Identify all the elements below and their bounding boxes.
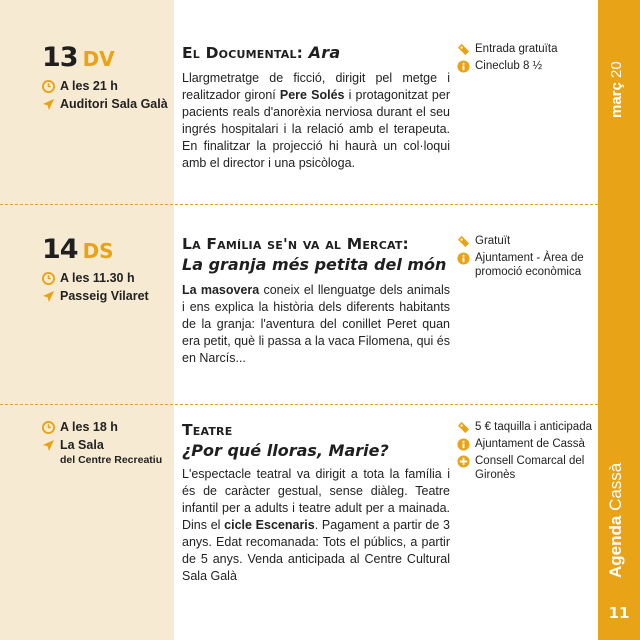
price-text: 5 € taquilla i anticipada [475, 421, 592, 433]
section-divider [0, 204, 598, 205]
event-place: Auditori Sala Galà [60, 97, 168, 111]
desc-text: i protagonitzat per pacients reals d'anorèxia nerviosa durant el seu ingrés hospitalari i la relació amb el terapeuta. En finalitzar la projecció hi haurà un col·loqui amb el director i una psicòloga. [182, 88, 450, 170]
event-title-italic: Ara [308, 43, 341, 62]
event-details [457, 420, 597, 485]
ticket-icon [457, 421, 470, 434]
event-description [182, 70, 450, 172]
event-subtitle: ¿Por qué lloras, Marie? [182, 441, 389, 460]
event-title-prefix: El Documental: [182, 44, 304, 62]
price-text: Entrada gratuïta [475, 43, 558, 55]
event-weekday: DV [82, 47, 115, 71]
sidebar-month: març [608, 82, 625, 118]
section-divider [0, 404, 598, 405]
desc-text: Llargmetratge de ficció, dirigit pel metge i realitzador gironí [182, 71, 450, 102]
sponsor-text: Consell Comarcal del Gironès [475, 455, 585, 481]
event-time-row [42, 420, 172, 435]
event-body [182, 234, 450, 367]
info-row [457, 59, 597, 73]
organizer-text: Ajuntament - Àrea de promoció econòmica [475, 252, 584, 278]
event-day: 13 [42, 42, 78, 73]
location-arrow-icon [42, 98, 55, 111]
event-time: A les 11.30 h [60, 271, 135, 285]
event-date [42, 234, 172, 265]
desc-bold-text: cicle Escenaris [224, 518, 315, 532]
event-place-row [42, 97, 172, 112]
price-text: Gratuït [475, 235, 511, 247]
event-time-row [42, 271, 172, 286]
sidebar-agenda-label [606, 463, 626, 578]
location-arrow-icon [42, 439, 55, 452]
event-date-block [42, 234, 172, 304]
plus-icon [457, 455, 470, 468]
event-time-row [42, 79, 172, 94]
event-weekday: DS [82, 239, 114, 263]
event-title [182, 42, 450, 63]
price-row [457, 420, 597, 434]
event-time: A les 21 h [60, 79, 118, 93]
desc-text: L'espectacle teatral va dirigit a tota la família i és de caràcter gestual, sense diàleg. Teatre infantil per a adults i teatre adult per a mainada. Dins el [182, 467, 450, 532]
sponsor-row [457, 454, 597, 482]
event-place: La Sala [60, 438, 104, 452]
clock-icon [42, 80, 55, 93]
sidebar-agenda: Agenda [606, 515, 625, 578]
info-icon [457, 438, 470, 451]
event-details [457, 234, 597, 282]
event-title: Teatre [182, 421, 233, 439]
sidebar-year: 20 [608, 61, 625, 78]
event-date [42, 42, 172, 73]
event-body [182, 420, 450, 585]
event-date-block [42, 420, 172, 468]
event-place: Passeig Vilaret [60, 289, 149, 303]
organizer-text: Cineclub 8 ½ [475, 60, 543, 72]
page-number: 11 [608, 604, 630, 622]
event-title: La Família se'n va al Mercat: [182, 235, 409, 253]
event-time: A les 18 h [60, 420, 118, 434]
event-date-block [42, 42, 172, 112]
desc-bold-text: Pere Solés [279, 88, 345, 102]
price-row [457, 234, 597, 248]
event-details [457, 42, 597, 76]
event-body [182, 42, 450, 172]
event-place-row [42, 438, 172, 468]
sidebar-month-label [608, 61, 625, 118]
ticket-icon [457, 43, 470, 56]
event-subtitle: La granja més petita del món [182, 255, 447, 274]
location-arrow-icon [42, 290, 55, 303]
clock-icon [42, 272, 55, 285]
event-day: 14 [42, 234, 78, 265]
event-place-detail: del Centre Recreatiu [60, 454, 163, 466]
desc-text: coneix el llenguatge dels animals i ens explica la història dels diferents habitants de la granja: l'aventura del conillet Peret quan era petit, què li passa a la vaca Filomena, qui és en Narcís... [182, 283, 451, 365]
info-row [457, 437, 597, 451]
event-place-row [42, 289, 172, 304]
ticket-icon [457, 235, 470, 248]
clock-icon [42, 421, 55, 434]
info-icon [457, 60, 470, 73]
sidebar-town: Cassà [606, 462, 625, 511]
info-row [457, 251, 597, 279]
price-row [457, 42, 597, 56]
desc-bold-text: La masovera [182, 283, 260, 297]
desc-text: . Pagament a partir de 3 anys. Edat recomanada: Tots el públics, a partir de 5 anys. Venda anticipada al Centre Cultural Sala Galà [182, 518, 450, 583]
info-icon [457, 252, 470, 265]
organizer-text: Ajuntament de Cassà [475, 438, 585, 450]
event-description [182, 466, 450, 585]
event-description [182, 282, 450, 367]
